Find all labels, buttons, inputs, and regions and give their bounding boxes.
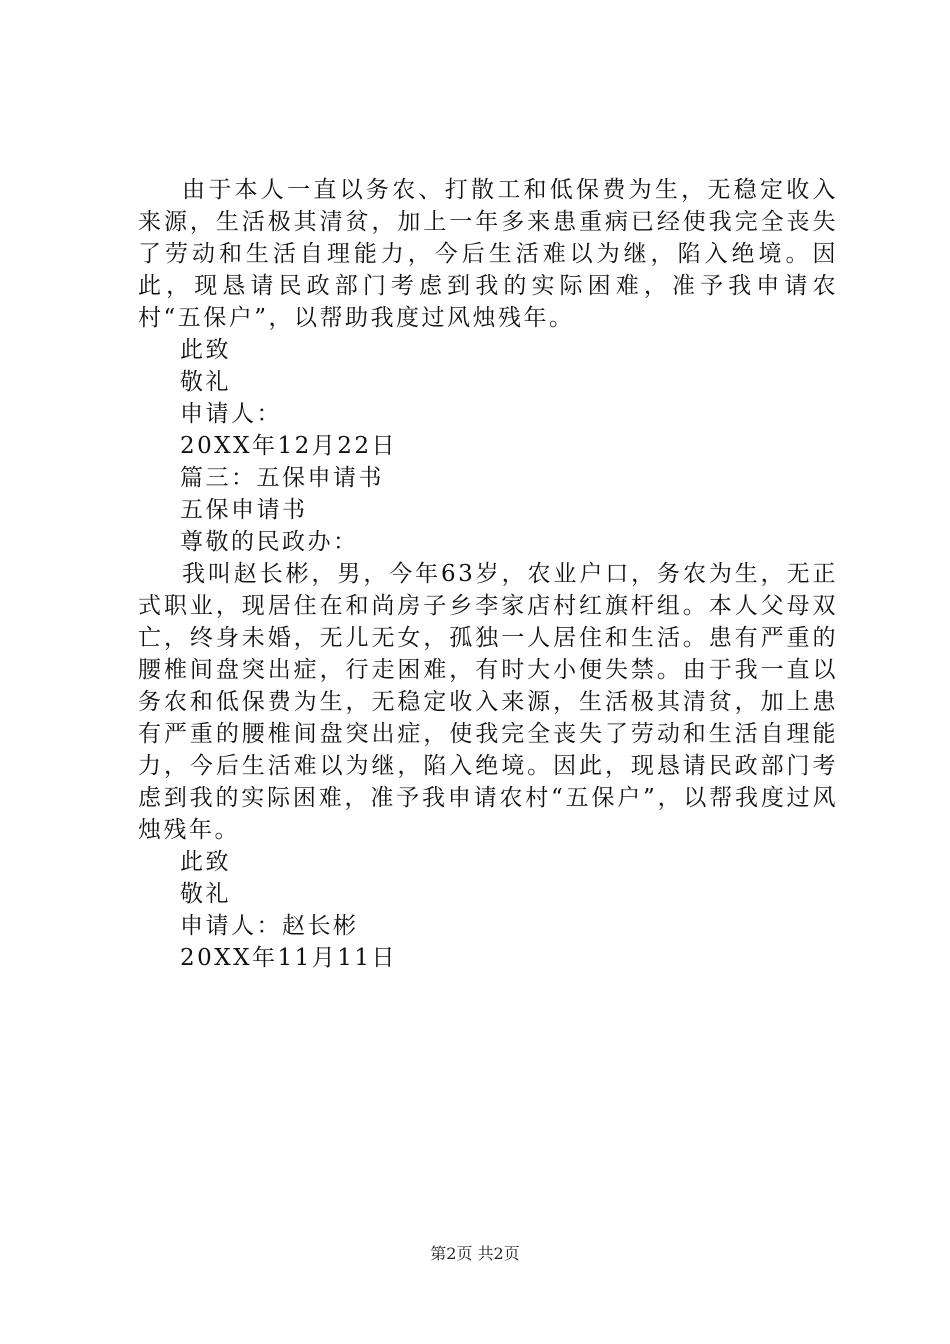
document-body (138, 174, 838, 974)
salutation: 尊敬的民政办： (180, 529, 359, 555)
applicant-signature: 申请人： (180, 401, 282, 427)
closing-line: 此致 (180, 337, 231, 363)
page-footer: 第2页 共2页 (430, 1244, 520, 1263)
document-title: 五保申请书 (180, 497, 308, 523)
body-paragraph: 由于本人一直以务农、打散工和低保费为生，无稳定收入来源，生活极其清贫，加上一年多来患重病已经使我完全丧失了劳动和生活自理能力，今后生活难以为继，陷入绝境。因此，现恳请民政部门考虑到我的实际困难，准予我申请农村“五保户”，以帮助我度过风烛残年。 (138, 177, 838, 331)
letter-date: 20XX年12月22日 (180, 433, 398, 459)
body-paragraph: 我叫赵长彬，男，今年63岁，农业户口，务农为生，无正式职业，现居住在和尚房子乡李家店村红旗杆组。本人父母双亡，终身未婚，无儿无女，孤独一人居住和生活。患有严重的腰椎间盘突出症，行走困难，有时大小便失禁。由于我一直以务农和低保费为生，无稳定收入来源，生活极其清贫，加上患有严重的腰椎间盘突出症，使我完全丧失了劳动和生活自理能力，今后生活难以为继，陷入绝境。因此，现恳请民政部门考虑到我的实际困难，准予我申请农村“五保户”，以帮我度过风烛残年。 (138, 561, 838, 843)
section-heading: 篇三：五保申请书 (180, 465, 384, 491)
applicant-signature: 申请人：赵长彬 (180, 913, 359, 939)
closing-line: 敬礼 (180, 369, 231, 395)
closing-line: 敬礼 (180, 881, 231, 907)
letter-date: 20XX年11月11日 (180, 945, 398, 971)
closing-line: 此致 (180, 849, 231, 875)
